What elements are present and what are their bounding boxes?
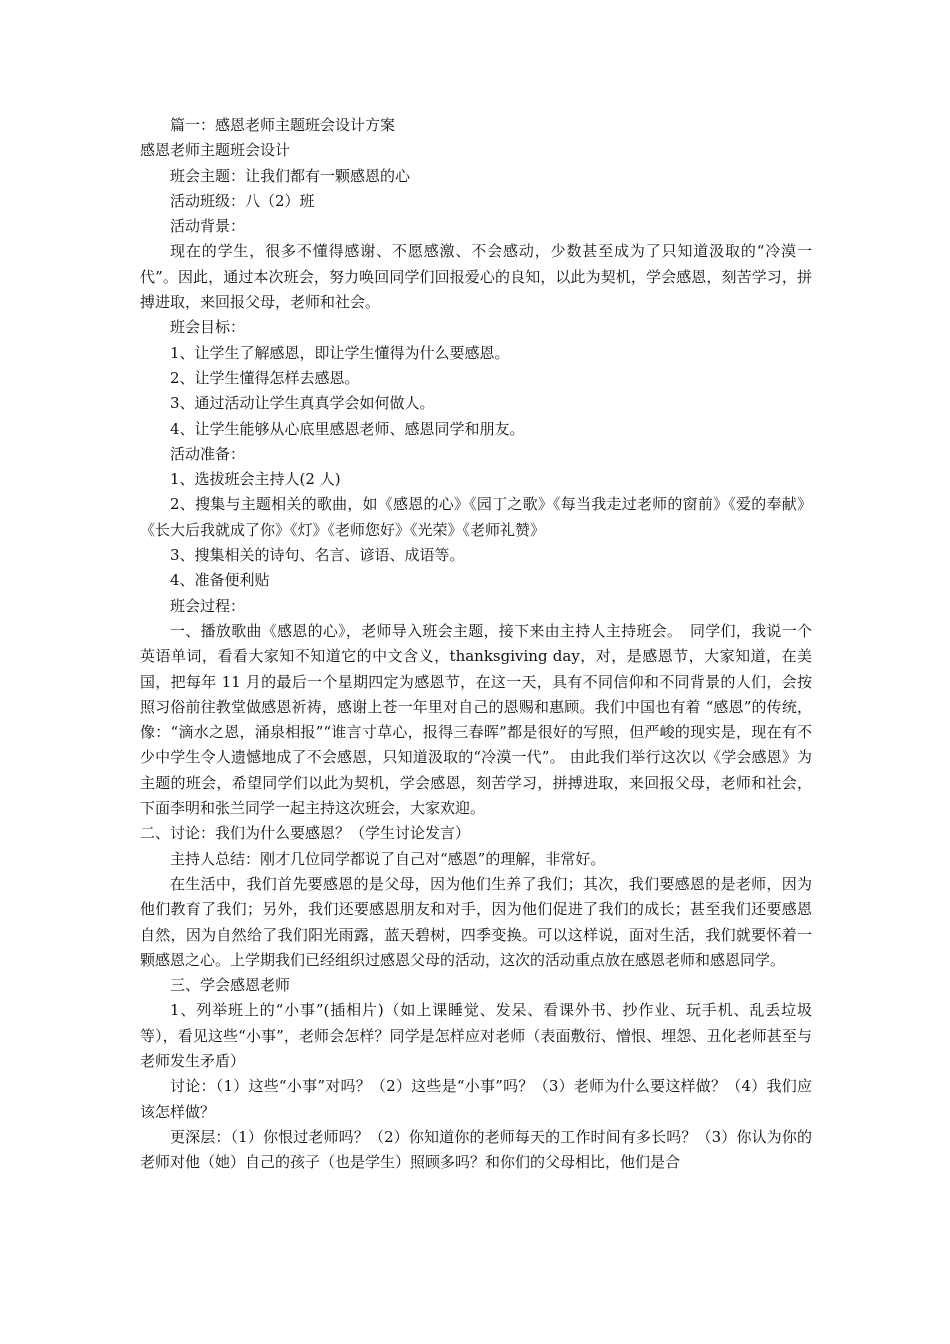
paragraph: 班会主题：让我们都有一颗感恩的心 [170,166,411,185]
paragraph: 在生活中，我们首先要感恩的是父母，因为他们生养了我们；其次，我们要感恩的是老师，因为他们教育了我们；另外，我们还要感恩朋友和对手，因为他们促进了我们的成长；甚至我们还要感恩自然，因为自然给了我们阳光雨露，蓝天碧树，四季变换。可以这样说，面对生活，我们就要怀着一颗感恩之心。上学期我们已经组织过感恩父母的活动，这次的活动重点放在感恩老师和感恩同学。 [140,874,812,969]
paragraph: 讨论：（1）这些“小事”对吗？（2）这些是“小事”吗？（3）老师为什么要这样做？（4）我们应该怎样做？ [140,1077,812,1121]
list-item: 3、搜集相关的诗句、名言、谚语、成语等。 [170,546,465,565]
section-heading: 活动准备： [170,444,246,463]
paragraph: 1、列举班上的“小事”(插相片)（如上课睡觉、发呆、看课外书、抄作业、玩手机、乱丢垃圾等），看见这些“小事”，老师会怎样？同学是怎样应对老师（表面敷衍、憎恨、埋怨、丑化老师甚至与老师发生矛盾） [140,1001,812,1070]
document-body [140,113,812,1175]
section-heading: 三、学会感恩老师 [170,976,291,995]
title-line: 篇一：感恩老师主题班会设计方案 [170,116,396,134]
subtitle-line: 感恩老师主题班会设计 [140,141,291,160]
list-item: 1、选拔班会主持人(2 人) [170,470,341,489]
paragraph: 活动班级：八（2）班 [170,191,315,210]
list-item: 2、让学生懂得怎样去感恩。 [170,368,360,387]
list-item: 4、准备便利贴 [170,571,270,590]
paragraph: 一、播放歌曲《感恩的心》，老师导入班会主题，接下来由主持人主持班会。 同学们，我说一个英语单词，看看大家知不知道它的中文含义，thanksgiving day，对，是感恩节，大家知道，在美国，把每年 11 月的最后一个星期四定为感恩节，在这一天，具有不同信仰和不同背景的人们，会按照习俗前往教堂做感恩祈祷，感谢上苍一年里对自己的恩赐和惠顾。我们中国也有着 “感恩”的传统，像：“滴水之恩，涌泉相报”“谁言寸草心，报得三春晖”都是很好的写照，但严峻的现实是，现在有不少中学生令人遗憾地成了不会感恩，只知道汲取的“冷漠一代”。 由此我们举行这次以《学会感恩》为主题的班会，希望同学们以此为契机，学会感恩，刻苦学习，拼搏进取，来回报父母，老师和社会，下面李明和张兰同学一起主持这次班会，大家欢迎。 [140,621,812,818]
section-heading: 二、讨论：我们为什么要感恩？（学生讨论发言） [140,824,471,843]
section-heading: 活动背景： [170,217,246,236]
paragraph: 更深层：（1）你恨过老师吗？（2）你知道你的老师每天的工作时间有多长吗？（3）你认为你的老师对他（她）自己的孩子（也是学生）照顾多吗？和你们的父母相比，他们是合 [140,1127,812,1172]
section-heading: 班会目标： [170,318,246,337]
list-item: 4、让学生能够从心底里感恩老师、感恩同学和朋友。 [170,419,525,438]
paragraph: 现在的学生，很多不懂得感谢、不愿感激、不会感动，少数甚至成为了只知道汲取的“冷漠一代”。因此，通过本次班会，努力唤回同学们回报爱心的良知，以此为契机，学会感恩，刻苦学习，拼搏进取，来回报父母，老师和社会。 [140,242,812,312]
paragraph: 主持人总结：刚才几位同学都说了自己对“感恩”的理解，非常好。 [170,849,606,868]
list-item: 3、通过活动让学生真真学会如何做人。 [170,394,435,413]
section-heading: 班会过程： [170,596,246,615]
list-item: 2、搜集与主题相关的歌曲，如《感恩的心》《园丁之歌》《每当我走过老师的窗前》《爱的奉献》《长大后我就成了你》《灯》《老师您好》《光荣》《老师礼赞》 [140,495,812,539]
list-item: 1、让学生了解感恩，即让学生懂得为什么要感恩。 [170,343,510,362]
